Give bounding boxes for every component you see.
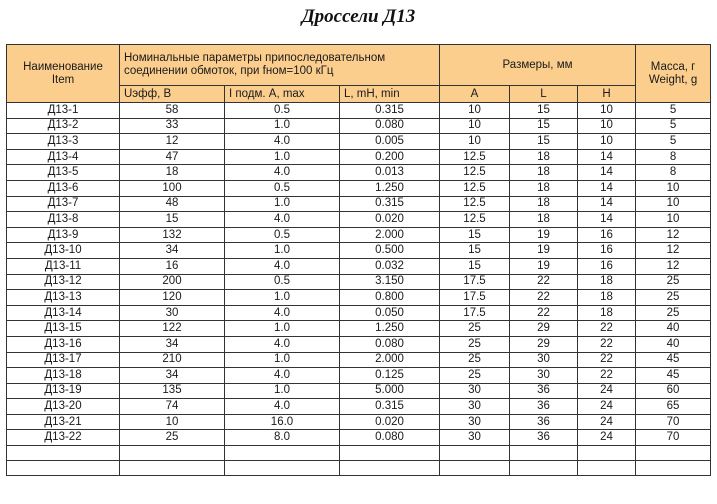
cell-dim-h: 10 [578, 103, 636, 119]
cell-inductance: 0.500 [340, 243, 440, 259]
cell-current: 4.0 [225, 399, 340, 415]
cell-dim-a: 10 [440, 118, 510, 134]
cell-dim-h: 14 [578, 212, 636, 228]
table-row [7, 399, 711, 415]
cell-mass: 45 [636, 352, 711, 368]
cell-mass: 5 [636, 134, 711, 150]
cell-current: 4.0 [225, 134, 340, 150]
cell-name: Д13-22 [7, 430, 120, 446]
header-dim-a: A [440, 86, 510, 103]
empty-cell [340, 446, 440, 461]
cell-dim-l: 30 [510, 368, 578, 384]
cell-current: 4.0 [225, 212, 340, 228]
cell-voltage: 18 [120, 165, 225, 181]
cell-dim-a: 12.5 [440, 212, 510, 228]
cell-current: 0.5 [225, 274, 340, 290]
cell-voltage: 122 [120, 321, 225, 337]
empty-cell [225, 461, 340, 476]
table-row [7, 352, 711, 368]
cell-dim-l: 19 [510, 243, 578, 259]
cell-dim-a: 30 [440, 430, 510, 446]
cell-mass: 70 [636, 414, 711, 430]
cell-voltage: 58 [120, 103, 225, 119]
cell-inductance: 0.050 [340, 305, 440, 321]
table-row [7, 368, 711, 384]
cell-dim-l: 18 [510, 196, 578, 212]
cell-voltage: 47 [120, 149, 225, 165]
cell-dim-h: 22 [578, 352, 636, 368]
empty-cell [578, 461, 636, 476]
header-params-line2: соединении обмоток, при fном=100 кГц [124, 65, 334, 77]
cell-dim-a: 25 [440, 368, 510, 384]
cell-name: Д13-11 [7, 258, 120, 274]
cell-mass: 25 [636, 274, 711, 290]
table-row [7, 305, 711, 321]
cell-dim-a: 25 [440, 336, 510, 352]
cell-inductance: 0.125 [340, 368, 440, 384]
cell-inductance: 2.000 [340, 227, 440, 243]
cell-mass: 10 [636, 196, 711, 212]
empty-cell [578, 446, 636, 461]
cell-dim-l: 15 [510, 103, 578, 119]
cell-dim-l: 36 [510, 399, 578, 415]
table-row [7, 165, 711, 181]
cell-voltage: 25 [120, 430, 225, 446]
cell-voltage: 34 [120, 368, 225, 384]
cell-voltage: 33 [120, 118, 225, 134]
table-row [7, 430, 711, 446]
cell-mass: 40 [636, 336, 711, 352]
empty-row [7, 446, 711, 461]
cell-current: 1.0 [225, 290, 340, 306]
table-row [7, 243, 711, 259]
table-row [7, 258, 711, 274]
cell-inductance: 2.000 [340, 352, 440, 368]
cell-name: Д13-19 [7, 383, 120, 399]
cell-current: 8.0 [225, 430, 340, 446]
cell-name: Д13-2 [7, 118, 120, 134]
cell-inductance: 0.080 [340, 336, 440, 352]
cell-name: Д13-3 [7, 134, 120, 150]
table-row [7, 134, 711, 150]
table-row [7, 290, 711, 306]
cell-current: 0.5 [225, 180, 340, 196]
table-row [7, 212, 711, 228]
cell-inductance: 1.250 [340, 180, 440, 196]
cell-mass: 60 [636, 383, 711, 399]
header-mass-ru: Масса, г [650, 60, 696, 73]
empty-cell [636, 461, 711, 476]
empty-cell [120, 446, 225, 461]
cell-mass: 12 [636, 227, 711, 243]
cell-voltage: 34 [120, 243, 225, 259]
cell-dim-h: 22 [578, 321, 636, 337]
cell-dim-a: 15 [440, 243, 510, 259]
cell-name: Д13-17 [7, 352, 120, 368]
table-row [7, 321, 711, 337]
cell-voltage: 200 [120, 274, 225, 290]
cell-dim-h: 10 [578, 118, 636, 134]
table-row [7, 227, 711, 243]
cell-voltage: 210 [120, 352, 225, 368]
cell-name: Д13-10 [7, 243, 120, 259]
cell-dim-h: 16 [578, 258, 636, 274]
cell-inductance: 0.013 [340, 165, 440, 181]
cell-dim-a: 17.5 [440, 290, 510, 306]
empty-cell [340, 461, 440, 476]
cell-dim-h: 16 [578, 227, 636, 243]
cell-dim-a: 12.5 [440, 196, 510, 212]
empty-row [7, 461, 711, 476]
cell-dim-h: 14 [578, 196, 636, 212]
cell-dim-h: 24 [578, 414, 636, 430]
cell-dim-l: 29 [510, 321, 578, 337]
cell-dim-h: 22 [578, 336, 636, 352]
cell-inductance: 0.032 [340, 258, 440, 274]
cell-dim-h: 18 [578, 305, 636, 321]
cell-voltage: 30 [120, 305, 225, 321]
cell-dim-l: 22 [510, 274, 578, 290]
cell-dim-l: 30 [510, 352, 578, 368]
header-mass-en: Weight, g [648, 73, 698, 86]
cell-dim-l: 19 [510, 227, 578, 243]
cell-current: 1.0 [225, 243, 340, 259]
cell-voltage: 100 [120, 180, 225, 196]
cell-dim-l: 36 [510, 383, 578, 399]
cell-dim-l: 18 [510, 212, 578, 228]
cell-dim-l: 15 [510, 134, 578, 150]
header-voltage: Uэфф, В [120, 86, 225, 103]
table-row [7, 336, 711, 352]
cell-voltage: 16 [120, 258, 225, 274]
cell-mass: 70 [636, 430, 711, 446]
cell-dim-l: 29 [510, 336, 578, 352]
header-current: I подм. A, max [225, 86, 340, 103]
cell-mass: 45 [636, 368, 711, 384]
cell-current: 4.0 [225, 305, 340, 321]
cell-inductance: 0.315 [340, 103, 440, 119]
cell-voltage: 74 [120, 399, 225, 415]
cell-dim-h: 24 [578, 430, 636, 446]
cell-dim-l: 22 [510, 290, 578, 306]
cell-dim-h: 22 [578, 368, 636, 384]
cell-current: 0.5 [225, 227, 340, 243]
cell-name: Д13-9 [7, 227, 120, 243]
cell-mass: 8 [636, 165, 711, 181]
header-name-en: Item [51, 73, 75, 86]
cell-name: Д13-7 [7, 196, 120, 212]
cell-dim-h: 16 [578, 243, 636, 259]
cell-current: 1.0 [225, 321, 340, 337]
page-title: Дроссели Д13 [301, 6, 416, 27]
header-mass [636, 45, 711, 103]
header-dim-l: L [510, 86, 578, 103]
cell-dim-l: 36 [510, 430, 578, 446]
cell-mass: 40 [636, 321, 711, 337]
table-row [7, 103, 711, 119]
cell-inductance: 0.315 [340, 399, 440, 415]
empty-cell [120, 461, 225, 476]
cell-dim-a: 30 [440, 399, 510, 415]
cell-inductance: 3.150 [340, 274, 440, 290]
table-row [7, 414, 711, 430]
cell-dim-l: 36 [510, 414, 578, 430]
cell-dim-h: 24 [578, 399, 636, 415]
empty-cell [440, 446, 510, 461]
cell-inductance: 0.800 [340, 290, 440, 306]
cell-current: 0.5 [225, 103, 340, 119]
cell-dim-a: 17.5 [440, 305, 510, 321]
cell-name: Д13-16 [7, 336, 120, 352]
cell-voltage: 48 [120, 196, 225, 212]
cell-dim-a: 15 [440, 258, 510, 274]
empty-cell [225, 446, 340, 461]
cell-name: Д13-8 [7, 212, 120, 228]
cell-inductance: 0.005 [340, 134, 440, 150]
cell-name: Д13-15 [7, 321, 120, 337]
cell-dim-a: 25 [440, 352, 510, 368]
cell-name: Д13-20 [7, 399, 120, 415]
header-dim-h: H [578, 86, 636, 103]
table-row [7, 180, 711, 196]
cell-dim-h: 14 [578, 165, 636, 181]
empty-cell [7, 446, 120, 461]
table-row [7, 196, 711, 212]
empty-cell [440, 461, 510, 476]
cell-inductance: 0.315 [340, 196, 440, 212]
cell-name: Д13-13 [7, 290, 120, 306]
table-row [7, 274, 711, 290]
cell-mass: 5 [636, 118, 711, 134]
cell-dim-l: 15 [510, 118, 578, 134]
cell-dim-l: 18 [510, 165, 578, 181]
cell-mass: 10 [636, 180, 711, 196]
header-sizes: Размеры, мм [440, 45, 636, 86]
cell-inductance: 1.250 [340, 321, 440, 337]
cell-inductance: 0.080 [340, 118, 440, 134]
cell-current: 1.0 [225, 383, 340, 399]
table-row [7, 149, 711, 165]
cell-name: Д13-6 [7, 180, 120, 196]
cell-voltage: 12 [120, 134, 225, 150]
cell-current: 4.0 [225, 368, 340, 384]
cell-dim-h: 24 [578, 383, 636, 399]
header-inductance: L, mH, min [340, 86, 440, 103]
header-params-line1: Номинальные параметры припоследовательном [124, 52, 386, 64]
cell-mass: 25 [636, 305, 711, 321]
cell-name: Д13-5 [7, 165, 120, 181]
spec-table [6, 44, 711, 476]
cell-dim-a: 30 [440, 414, 510, 430]
cell-name: Д13-1 [7, 103, 120, 119]
cell-dim-l: 19 [510, 258, 578, 274]
cell-name: Д13-21 [7, 414, 120, 430]
empty-cell [510, 461, 578, 476]
table-header [7, 45, 711, 103]
table-row [7, 383, 711, 399]
cell-dim-l: 18 [510, 149, 578, 165]
cell-current: 4.0 [225, 336, 340, 352]
cell-dim-a: 10 [440, 103, 510, 119]
cell-voltage: 15 [120, 212, 225, 228]
empty-cell [510, 446, 578, 461]
header-name-ru: Наименование [23, 60, 103, 73]
cell-dim-a: 15 [440, 227, 510, 243]
cell-mass: 10 [636, 212, 711, 228]
cell-voltage: 132 [120, 227, 225, 243]
cell-current: 1.0 [225, 196, 340, 212]
cell-current: 4.0 [225, 165, 340, 181]
cell-name: Д13-18 [7, 368, 120, 384]
cell-dim-h: 18 [578, 274, 636, 290]
cell-dim-a: 30 [440, 383, 510, 399]
cell-voltage: 10 [120, 414, 225, 430]
cell-mass: 12 [636, 243, 711, 259]
cell-current: 16.0 [225, 414, 340, 430]
table-body [7, 103, 711, 476]
cell-dim-a: 12.5 [440, 165, 510, 181]
cell-name: Д13-12 [7, 274, 120, 290]
cell-inductance: 0.080 [340, 430, 440, 446]
empty-cell [636, 446, 711, 461]
cell-mass: 25 [636, 290, 711, 306]
cell-dim-a: 10 [440, 134, 510, 150]
cell-mass: 8 [636, 149, 711, 165]
cell-dim-a: 25 [440, 321, 510, 337]
header-params [120, 45, 440, 86]
cell-dim-l: 18 [510, 180, 578, 196]
cell-name: Д13-4 [7, 149, 120, 165]
cell-dim-a: 12.5 [440, 180, 510, 196]
cell-current: 1.0 [225, 118, 340, 134]
cell-dim-a: 17.5 [440, 274, 510, 290]
table-row [7, 118, 711, 134]
cell-voltage: 135 [120, 383, 225, 399]
cell-current: 1.0 [225, 149, 340, 165]
cell-dim-l: 22 [510, 305, 578, 321]
cell-current: 4.0 [225, 258, 340, 274]
cell-dim-a: 12.5 [440, 149, 510, 165]
cell-voltage: 34 [120, 336, 225, 352]
cell-inductance: 5.000 [340, 383, 440, 399]
empty-cell [7, 461, 120, 476]
cell-inductance: 0.200 [340, 149, 440, 165]
cell-dim-h: 14 [578, 149, 636, 165]
cell-dim-h: 14 [578, 180, 636, 196]
cell-mass: 12 [636, 258, 711, 274]
cell-voltage: 120 [120, 290, 225, 306]
cell-inductance: 0.020 [340, 212, 440, 228]
cell-mass: 5 [636, 103, 711, 119]
cell-mass: 65 [636, 399, 711, 415]
cell-name: Д13-14 [7, 305, 120, 321]
cell-inductance: 0.020 [340, 414, 440, 430]
header-name [7, 45, 120, 103]
cell-current: 1.0 [225, 352, 340, 368]
cell-dim-h: 18 [578, 290, 636, 306]
cell-dim-h: 10 [578, 134, 636, 150]
